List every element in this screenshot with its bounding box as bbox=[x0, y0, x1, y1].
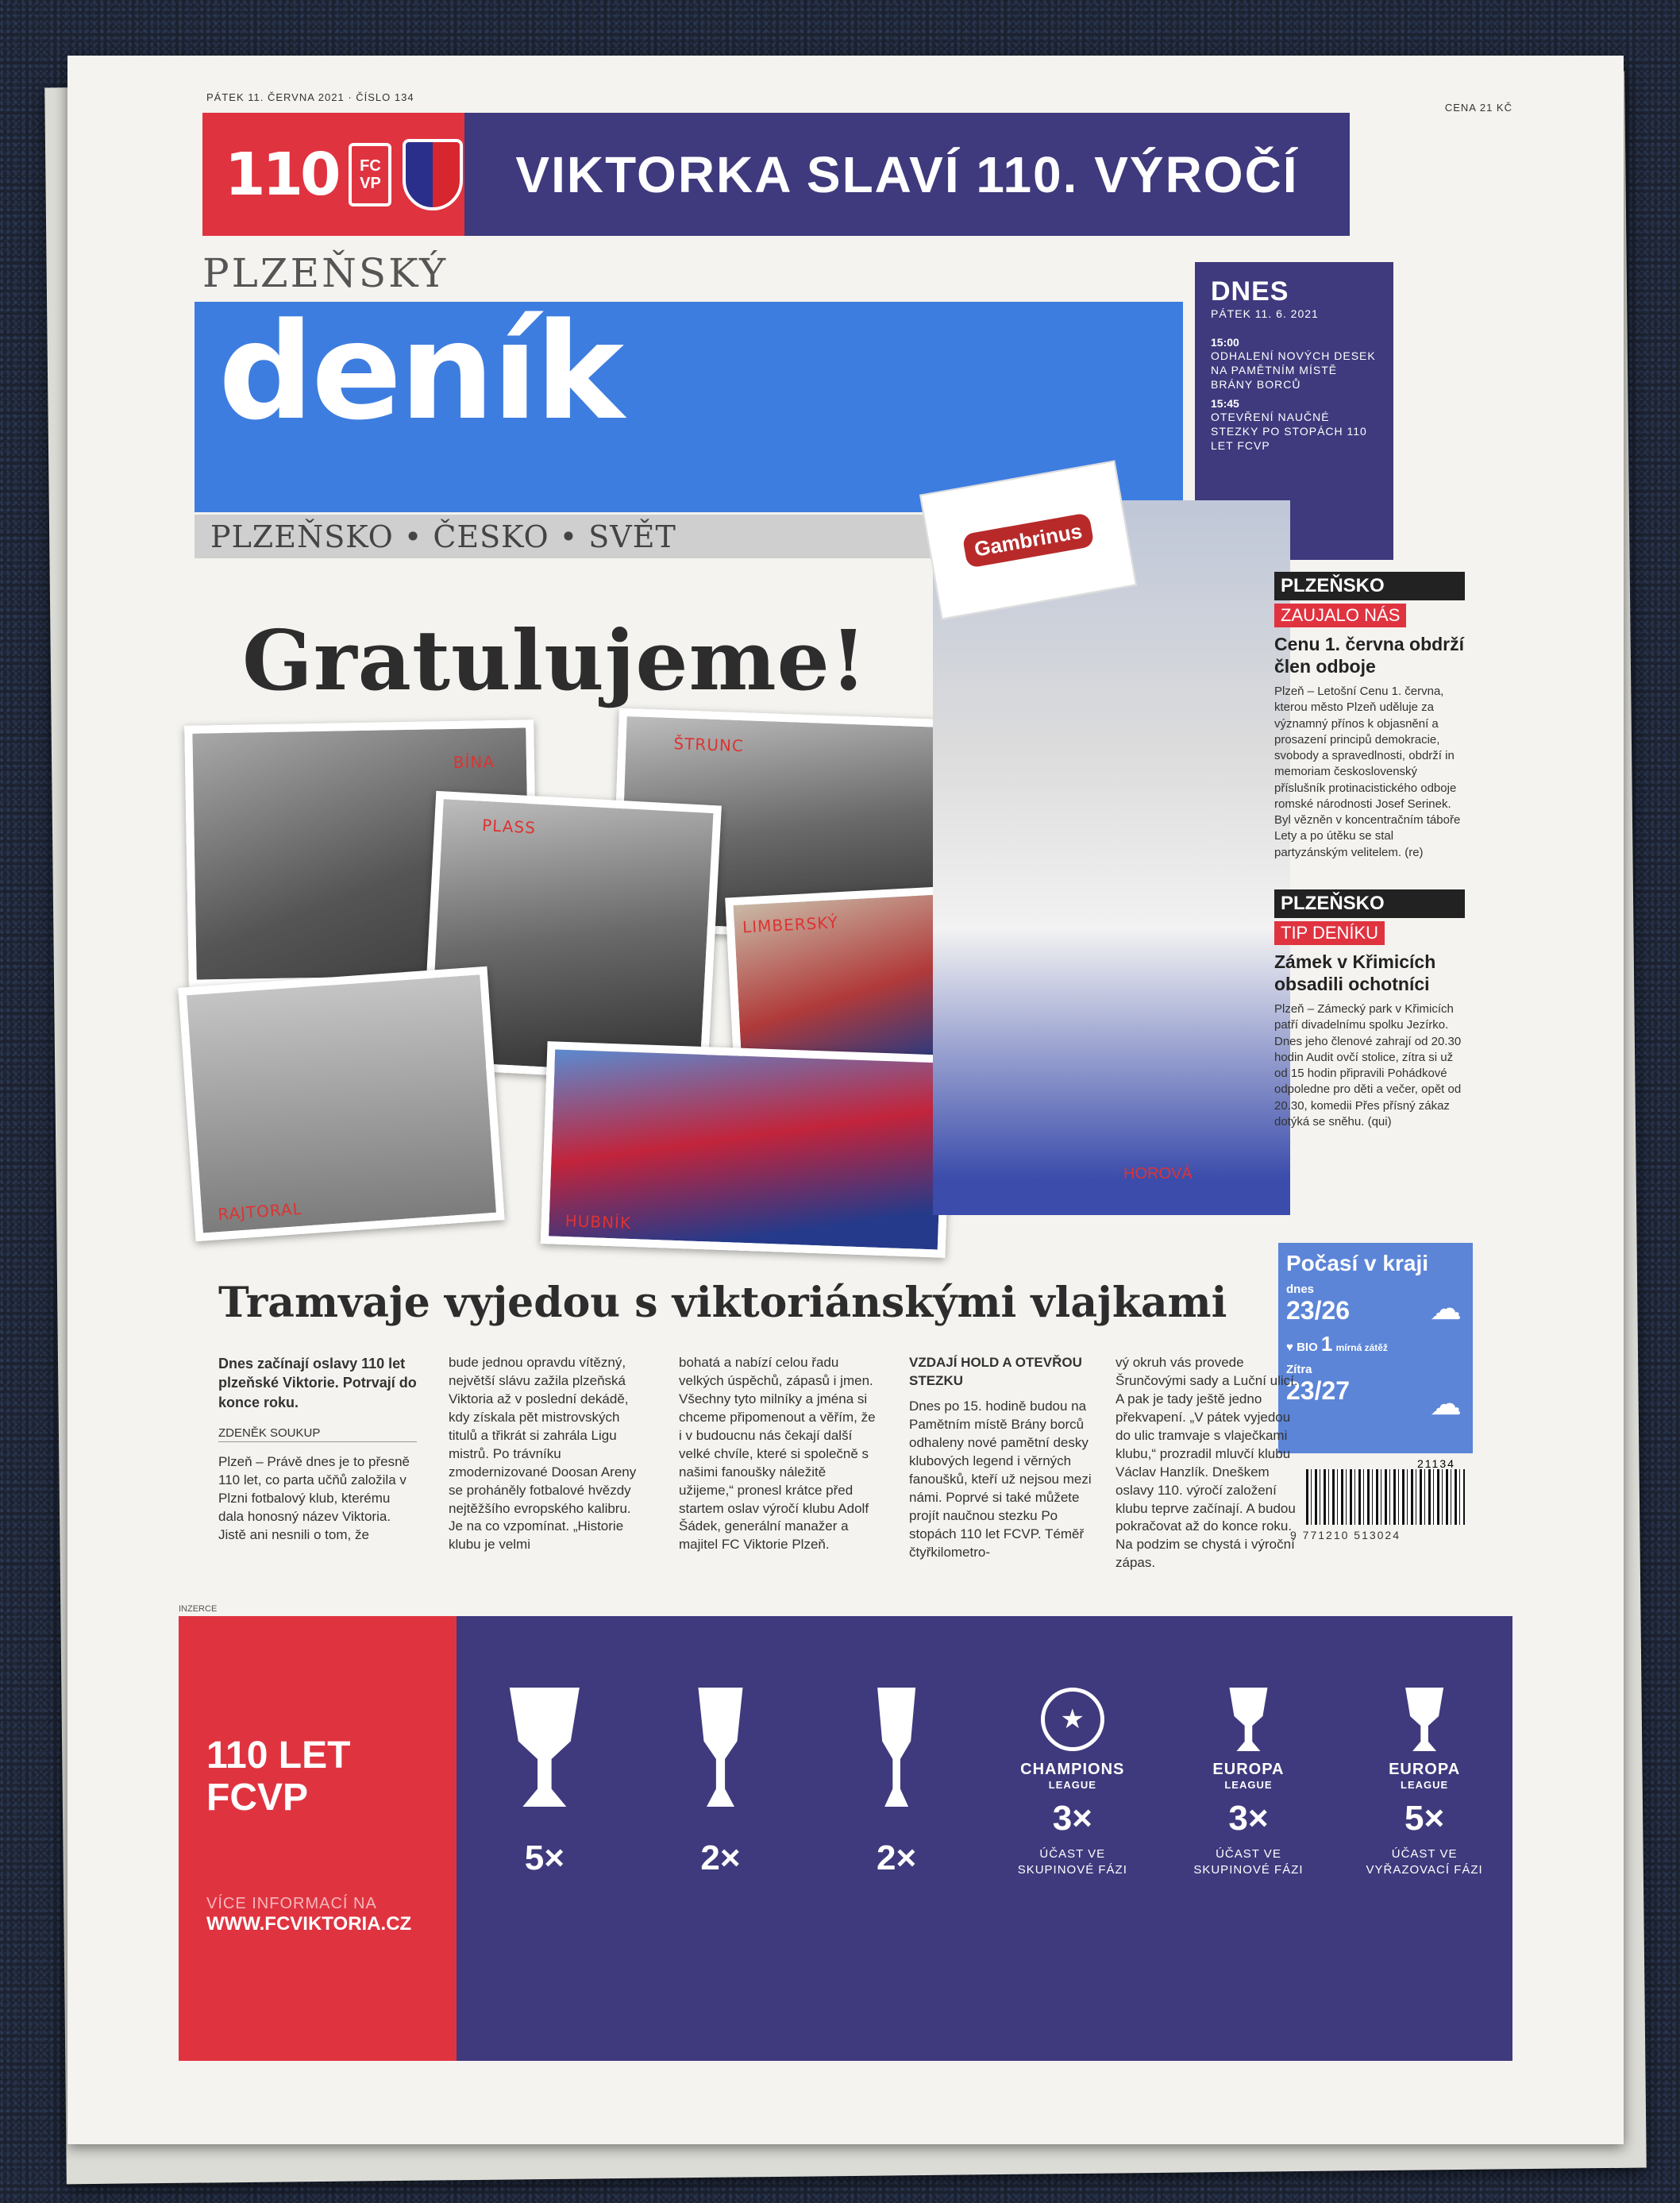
weather-box bbox=[1278, 1243, 1473, 1453]
trophy-item: ★ CHAMPIONS LEAGUE 3× ÚČAST VE SKUPINOVÉ FÁZI bbox=[1001, 1688, 1144, 1877]
today-date: PÁTEK 11. 6. 2021 bbox=[1211, 307, 1319, 320]
main-headline: Gratulujeme! bbox=[242, 612, 868, 709]
anniversary-logo bbox=[202, 113, 464, 236]
side-body: Plzeň – Zámecký park v Křimicích patří divadelnímu spolku Jezírko. Dnes jeho členové zahrají od 20.30 hodin Audit ovčí stolice, zítra si už od 15 hodin připravili Pohádkové odpoledne pro děti a večer, opět od 20.30, komedii Přes přísný zákaz dotýká se sněhu. (qui) bbox=[1274, 1002, 1462, 1129]
trophy-item: 5× bbox=[473, 1688, 616, 1878]
photo-limbersky-kolar: LIMBERSKÝ bbox=[725, 882, 1054, 1113]
photo-hubnik: HUBNÍK bbox=[541, 1041, 953, 1258]
article-lead: Dnes začínají oslavy 110 let plzeňské Viktorie. Potrvají do konce roku. bbox=[218, 1356, 417, 1410]
article-col-5: vý okruh vás provede Šrunčovými sady a Luční ulicí. A pak je tady ještě jedno překvapení. „V pátek vyjedou do ulic tramvaje s vlaječkami klubu,“ prozradil mluvčí klubu Václav Hanzlík. Dneškem oslavy 110. výročí založení klubu teprve začínají. A budou pokračovat až do konce roku. Na podzim se chystá i výroční zápas. bbox=[1116, 1355, 1298, 1571]
article-col-2: bude jednou opravdu vítězný, největší slávu zažila plzeňská Viktoria až v poslední dekádě, kdy získala pět mistrovských titulů a třikrát si zahrála Ligu mistrů. Po trávníku zmodernizované Doosan Areny se proháněly fotbalové hvězdy nejtěžšího evropského kalibru. Je na co vzpomínat. „Historie klubu je velmi bbox=[449, 1355, 637, 1553]
side-body: Plzeň – Letošní Cenu 1. června, kterou město Plzeň uděluje za významný přínos k objasnění a prosazení principů demokracie, svobody a spravedlnosti, obdrží in memoriam československý příslušník protinacistického odboje romské národnosti Josef Serinek. Byl vězněn v koncentračním táboře Lety a po útěku se stal partyzánským velitelem. (re) bbox=[1274, 685, 1461, 859]
side-title: Cenu 1. června obdrží člen odboje bbox=[1274, 634, 1465, 677]
cloud-rain-icon: ☁ bbox=[1430, 1387, 1462, 1422]
photo-plass: PLASS bbox=[422, 791, 722, 1083]
newspaper-front-page bbox=[67, 56, 1624, 2144]
fcvp-badge: FC VP bbox=[349, 143, 391, 206]
date-line: PÁTEK 11. ČERVNA 2021 · ČÍSLO 134 bbox=[206, 91, 414, 103]
article-col-3: bohatá a nabízí celou řadu velkých úspěchů, zápasů i jmen. Všechny tyto milníky a jména si chceme připomenout a věřím, že i v budoucnu nás čekají další velké chvíle, které si společně s našimi fanoušky náležitě užijeme,“ pronesl krátce před startem oslav výročí klubu Adolf Šádek, generální manažer a majitel FC Viktorie Plzeň. bbox=[679, 1355, 876, 1553]
weather-today-label: dnes bbox=[1286, 1283, 1315, 1296]
side-kicker: PLZEŇSKO bbox=[1274, 889, 1465, 918]
bio-row: ♥ BIO 1 mírná zátěž bbox=[1286, 1332, 1388, 1356]
heart-icon: ♥ bbox=[1286, 1341, 1293, 1354]
article-author: ZDENĚK SOUKUP bbox=[218, 1426, 417, 1442]
europa-league-icon bbox=[1224, 1688, 1272, 1751]
event-time: 15:45 bbox=[1211, 396, 1239, 410]
barcode-number: 9 771210 513024 bbox=[1290, 1529, 1401, 1541]
ad-url: WWW.FCVIKTORIA.CZ bbox=[206, 1912, 412, 1935]
trophy-item: EUROPA LEAGUE 3× ÚČAST VE SKUPINOVÉ FÁZI bbox=[1177, 1688, 1320, 1877]
weather-tomorrow: 23/27 bbox=[1286, 1376, 1351, 1405]
price: CENA 21 KČ bbox=[1444, 102, 1512, 114]
supercup-trophy-icon bbox=[873, 1688, 920, 1807]
fcvp-advert bbox=[179, 1616, 1512, 2061]
trophy-item: 2× bbox=[649, 1688, 792, 1878]
league-trophy-icon bbox=[501, 1688, 588, 1807]
side-story-1 bbox=[1274, 572, 1465, 861]
photo-bina: BÍNA bbox=[184, 720, 538, 988]
anniversary-number: 110 bbox=[225, 140, 338, 209]
trophy-list bbox=[457, 1616, 1512, 2061]
ad-left-panel bbox=[179, 1616, 457, 2061]
ad-title-2: FCVP bbox=[206, 1776, 309, 1819]
event-text: ODHALENÍ NOVÝCH DESEK NA PAMĚTNÍM MÍSTĚ BRÁNY BORCŮ bbox=[1211, 349, 1376, 392]
weather-tomorrow-label: Zítra bbox=[1286, 1363, 1312, 1376]
event-time: 15:00 bbox=[1211, 336, 1239, 349]
regions-strip: PLZEŇSKO • ČESKO • SVĚT bbox=[195, 515, 1183, 558]
champions-league-icon bbox=[1041, 1688, 1104, 1751]
masthead-title: deník bbox=[218, 294, 622, 449]
hero-photo-trophy: HOROVÁ bbox=[933, 500, 1290, 1215]
event-text: OTEVŘENÍ NAUČNÉ STEZKY PO STOPÁCH 110 LET FCVP bbox=[1211, 410, 1367, 452]
article-col-1: Plzeň – Právě dnes je to přesně 110 let, co parta učňů založila v Plzni fotbalový klub, kterému dala honosný název Viktoria. Jistě ani nesnili o tom, že bbox=[218, 1454, 410, 1542]
ad-more: VÍCE INFORMACÍ NA bbox=[206, 1894, 377, 1912]
article-col-4: Dnes po 15. hodině budou na Pamětním místě Brány borců odhaleny nové pamětní desky klubových legend i věrných fanoušků, kteří už nejsou mezi námi. Poprvé si také můžete projít naučnou stezku Po stopách 110 let FCVP. Téměř čtyřkilometro- bbox=[909, 1399, 1092, 1560]
masthead-subtitle: PLZEŇSKÝ bbox=[202, 250, 449, 296]
issue-code: 21134 bbox=[1417, 1457, 1455, 1470]
ad-label: INZERCE bbox=[179, 1604, 218, 1614]
banner-title: VIKTORKA SLAVÍ 110. VÝROČÍ bbox=[515, 145, 1299, 203]
trophy-item: EUROPA LEAGUE 5× ÚČAST VE VYŘAZOVACÍ FÁZI bbox=[1353, 1688, 1496, 1877]
side-title: Zámek v Křimicích obsadili ochotníci bbox=[1274, 951, 1436, 994]
photo-strunc: ŠTRUNC bbox=[611, 708, 1000, 944]
europa-league-icon bbox=[1401, 1688, 1448, 1751]
anniversary-banner bbox=[202, 113, 1350, 236]
ad-title-1: 110 LET bbox=[206, 1734, 351, 1777]
side-kicker: PLZEŇSKO bbox=[1274, 572, 1465, 600]
cloud-rain-icon: ☁ bbox=[1430, 1291, 1462, 1326]
article-title: Tramvaje vyjedou s viktoriánskými vlajkami bbox=[218, 1279, 1227, 1327]
side-tag: ZAUJALO NÁS bbox=[1274, 604, 1406, 627]
cup-trophy-icon bbox=[692, 1688, 748, 1807]
sponsor-sign: Gambrinus bbox=[919, 461, 1137, 620]
photo-rajtoral: RAJTORAL bbox=[178, 966, 504, 1241]
barcode bbox=[1306, 1469, 1465, 1525]
side-tag: TIP DENÍKU bbox=[1274, 921, 1385, 945]
trophy-item: 2× bbox=[825, 1688, 968, 1878]
weather-today: 23/26 bbox=[1286, 1296, 1351, 1325]
weather-title: Počasí v kraji bbox=[1286, 1251, 1429, 1275]
side-story-2 bbox=[1274, 889, 1465, 1130]
club-crest-icon bbox=[403, 139, 463, 210]
article-subhead: VZDAJÍ HOLD A OTEVŘOU STEZKU bbox=[909, 1355, 1082, 1388]
today-title: DNES bbox=[1211, 276, 1289, 307]
